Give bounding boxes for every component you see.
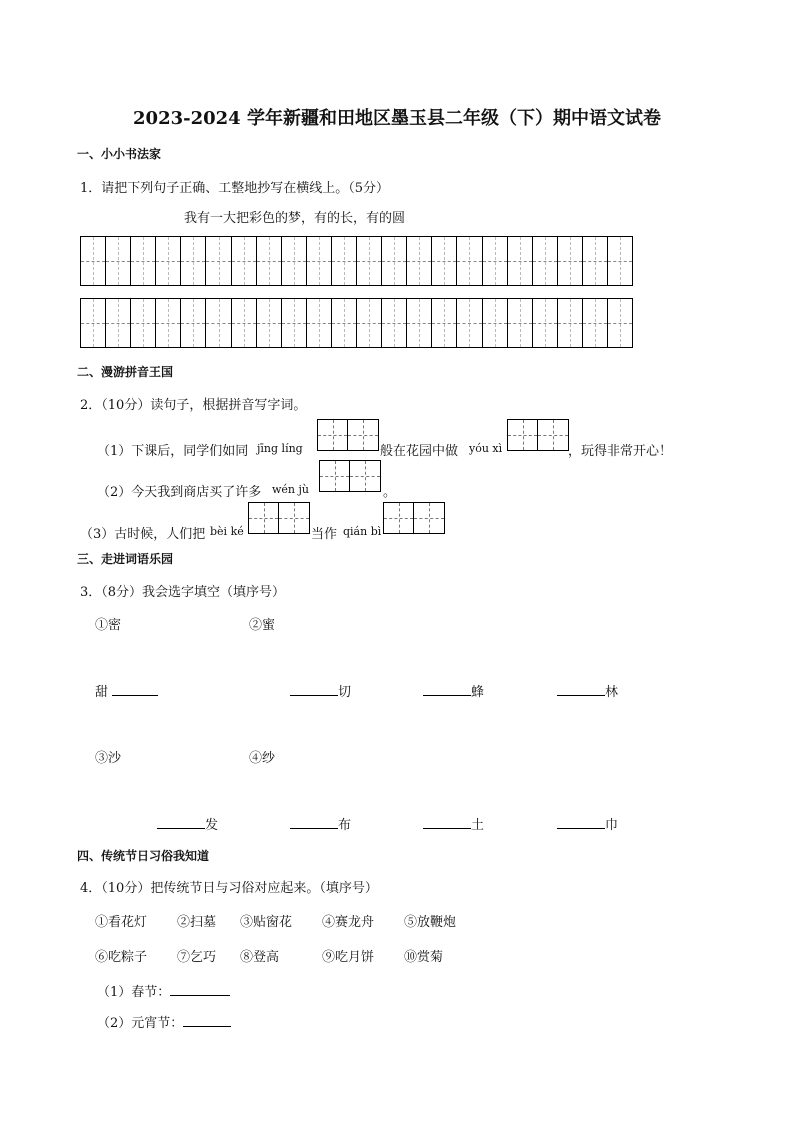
pinyin-wenju: wén jù: [272, 483, 310, 496]
blank[interactable]: [112, 682, 158, 696]
custom-item-5: ⑤放鞭炮: [404, 915, 457, 930]
blank[interactable]: [157, 815, 205, 829]
answer-box-jingling[interactable]: [317, 419, 379, 451]
fill-item-3: 蜂: [423, 681, 484, 700]
sentence-3-part-a: （3）古时候，人们把: [80, 527, 206, 542]
option-4: ④纱: [249, 751, 276, 766]
blank[interactable]: [290, 815, 338, 829]
fill-item-1: 甜: [95, 681, 158, 700]
custom-item-2: ②扫墓: [177, 915, 217, 930]
fill-item-7: 土: [423, 814, 484, 833]
blank[interactable]: [423, 682, 471, 696]
blank[interactable]: [423, 815, 471, 829]
pinyin-youxi: yóu xì: [469, 442, 503, 455]
fill-item-2: 切: [290, 681, 351, 700]
section-heading-3: 三、走进词语乐园: [77, 552, 174, 566]
question-4: 4．（10分）把传统节日与习俗对应起来。（填序号）: [80, 881, 378, 896]
option-1: ①密: [95, 618, 122, 633]
custom-item-9: ⑨吃月饼: [322, 950, 375, 965]
custom-item-7: ⑦乞巧: [177, 950, 217, 965]
option-3: ③沙: [95, 751, 122, 766]
pinyin-qianbi: qián bì: [343, 525, 382, 538]
section-heading-2: 二、漫游拼音王国: [77, 365, 174, 379]
copy-sentence: 我有一大把彩色的梦，有的长，有的圆: [184, 211, 406, 226]
sub-question-1: （1）春节：: [97, 981, 230, 1000]
sentence-2-part-b: 。: [383, 485, 397, 500]
question-2: 2．（10分）读句子，根据拼音写字词。: [80, 398, 307, 413]
question-3: 3．（8分）我会选字填空（填序号）: [80, 585, 286, 600]
page-title: 2023-2024 学年新疆和田地区墨玉县二年级（下）期中语文试卷: [133, 108, 661, 129]
answer-box-beike[interactable]: [248, 502, 310, 534]
fill-item-5: 发: [157, 814, 218, 833]
writing-grid-row-1[interactable]: [80, 236, 633, 286]
sentence-2-part-a: （2）今天我到商店买了许多: [97, 485, 262, 500]
custom-item-10: ⑩赏菊: [404, 950, 444, 965]
section-heading-4: 四、传统节日习俗我知道: [77, 849, 210, 863]
fill-item-8: 巾: [557, 814, 618, 833]
answer-box-wenju[interactable]: [319, 460, 381, 492]
pinyin-beike: bèi ké: [210, 525, 244, 538]
option-2: ②蜜: [249, 618, 276, 633]
writing-grid-row-2[interactable]: [80, 298, 633, 348]
custom-item-6: ⑥吃粽子: [95, 950, 148, 965]
answer-box-qianbi[interactable]: [383, 502, 445, 534]
blank[interactable]: [557, 815, 605, 829]
custom-item-1: ①看花灯: [95, 915, 148, 930]
pinyin-jingling: jīng líng: [257, 442, 303, 455]
sentence-1-part-b: 般在花园中做: [380, 444, 459, 459]
blank[interactable]: [290, 682, 338, 696]
sub-question-2: （2）元宵节：: [97, 1012, 231, 1031]
fill-item-6: 布: [290, 814, 351, 833]
fill-item-4: 林: [557, 681, 618, 700]
blank[interactable]: [557, 682, 605, 696]
sentence-1-part-c: ，玩得非常开心！: [568, 444, 673, 459]
sentence-1-part-a: （1）下课后，同学们如同: [97, 444, 249, 459]
question-1: 1．请把下列句子正确、工整地抄写在横线上。（5分）: [80, 181, 390, 196]
custom-item-4: ④赛龙舟: [322, 915, 375, 930]
custom-item-3: ③贴窗花: [240, 915, 293, 930]
sentence-3-part-b: 当作: [311, 527, 338, 542]
section-heading-1: 一、小小书法家: [77, 147, 162, 161]
blank[interactable]: [170, 982, 230, 996]
answer-box-youxi[interactable]: [507, 419, 569, 451]
custom-item-8: ⑧登高: [240, 950, 280, 965]
blank[interactable]: [183, 1013, 231, 1027]
